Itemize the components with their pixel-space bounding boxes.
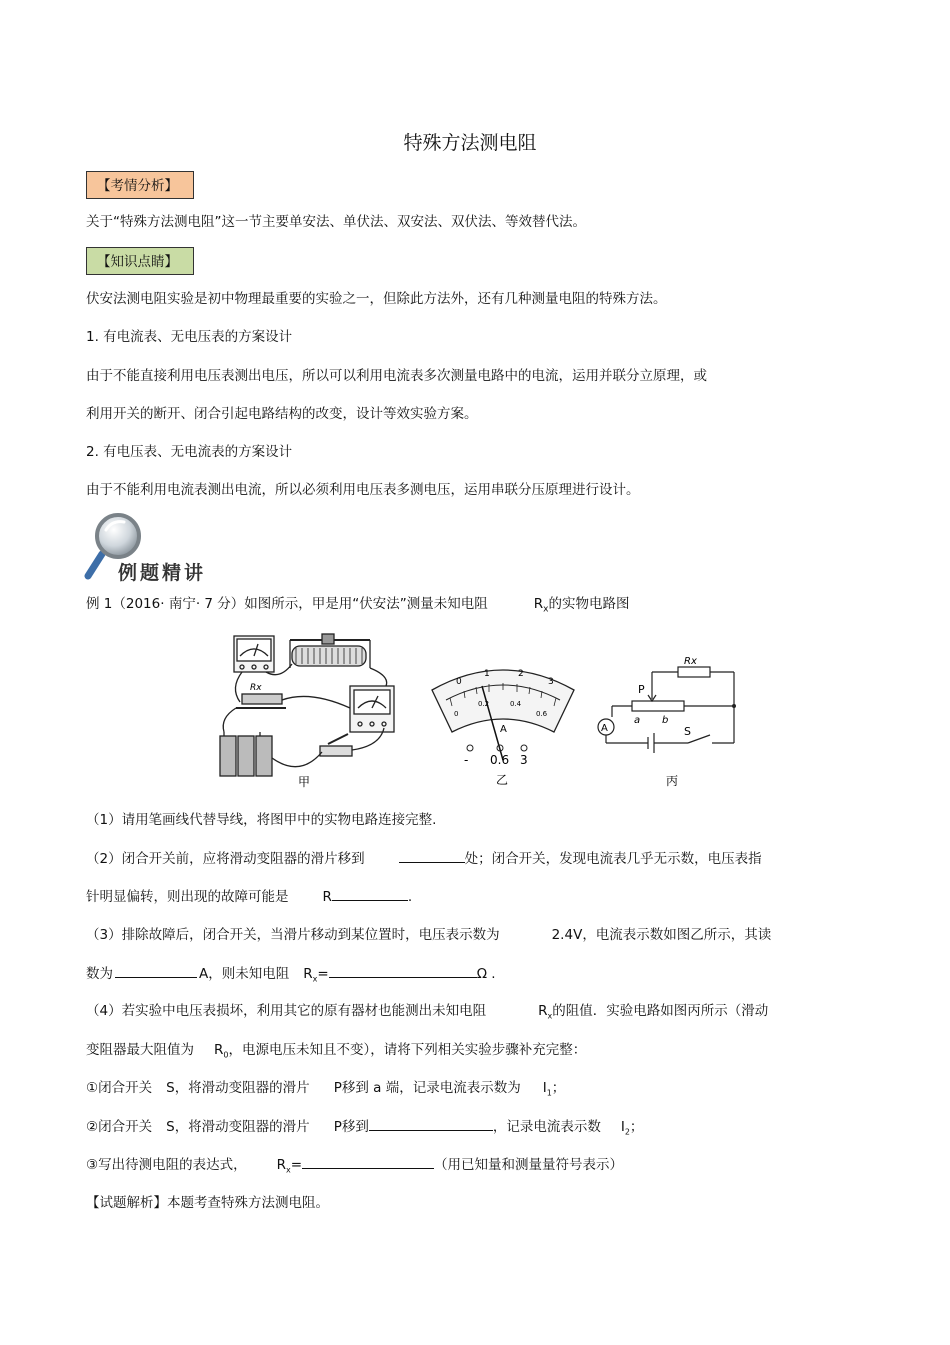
s2-s: S bbox=[166, 1119, 175, 1135]
q3-blank-2[interactable] bbox=[329, 963, 477, 978]
s1-i: I bbox=[542, 1080, 547, 1096]
q2-var: R bbox=[322, 889, 332, 905]
q3-eq: = bbox=[317, 966, 329, 982]
q4-text-a: （4）若实验中电压表损坏，利用其它的原有器材也能测出未知电阻 bbox=[86, 1003, 487, 1019]
q2-text-c: 针明显偏转，则出现的故障可能是 bbox=[86, 889, 289, 905]
question-4-line-2 bbox=[86, 1040, 586, 1066]
q4-sub: x bbox=[547, 1011, 553, 1021]
step-2 bbox=[86, 1116, 643, 1143]
dial-inner-2: 0.4 bbox=[510, 700, 522, 708]
s2-i: I bbox=[620, 1119, 625, 1135]
paragraph-2: 伏安法测电阻实验是初中物理最重要的实验之一，但除此方法外，还有几种测量电阻的特殊方法。 bbox=[86, 291, 667, 307]
q2-text-a: （2）闭合开关前，应将滑动变阻器的滑片移到 bbox=[86, 851, 365, 867]
figure-ammeter-dial bbox=[428, 660, 578, 790]
q4-text-c: 变阻器最大阻值为 bbox=[86, 1042, 194, 1058]
s1-text-c: 移到 a 端，记录电流表示数为 bbox=[341, 1080, 521, 1096]
s3-eq: = bbox=[290, 1157, 303, 1173]
q2-blank-1[interactable] bbox=[399, 848, 465, 863]
s3-text-b: （用已知量和测量量符号表示） bbox=[434, 1157, 624, 1173]
paragraph-6: 2. 有电压表、无电流表的方案设计 bbox=[86, 444, 293, 460]
q4-text-d: ，电源电压未知且不变），请将下列相关实验步骤补充完整： bbox=[228, 1042, 587, 1058]
dial-unit: A bbox=[500, 724, 507, 735]
step-3 bbox=[86, 1154, 623, 1181]
example-var: R bbox=[533, 596, 544, 612]
q2-blank-2[interactable] bbox=[332, 886, 408, 901]
fig3-rx-label: Rx bbox=[684, 656, 697, 667]
s1-text-b: ，将滑动变阻器的滑片 bbox=[174, 1080, 310, 1096]
terminal-3: 3 bbox=[520, 753, 528, 767]
q2-end: . bbox=[407, 889, 413, 905]
s3-blank[interactable] bbox=[302, 1154, 434, 1169]
example-sub: x bbox=[543, 604, 549, 615]
q3-value: 2.4V bbox=[551, 927, 583, 943]
fig2-caption: 乙 bbox=[496, 773, 509, 787]
dial-outer-2: 2 bbox=[518, 669, 524, 679]
s3-text-a: ③写出待测电阻的表达式， bbox=[86, 1157, 247, 1173]
figure-schematic bbox=[592, 655, 742, 790]
dial-outer-1: 1 bbox=[484, 669, 490, 679]
dial-outer-0: 0 bbox=[456, 677, 462, 687]
step-1 bbox=[86, 1078, 565, 1104]
s1-text-a: ①闭合开关 bbox=[86, 1080, 153, 1096]
s1-end: ； bbox=[551, 1080, 566, 1096]
q4-text-b: 的阻值．实验电路如图丙所示（滑动 bbox=[552, 1003, 769, 1019]
question-3-line-2 bbox=[86, 963, 496, 990]
s2-blank[interactable] bbox=[369, 1116, 493, 1131]
paragraph-4: 由于不能直接利用电压表测出电压，所以可以利用电流表多次测量电路中的电流，运用并联分立原理，或 bbox=[86, 368, 707, 384]
paragraph-5: 利用开关的断开、闭合引起电路结构的改变，设计等效实验方案。 bbox=[86, 406, 478, 422]
terminal-minus: - bbox=[464, 753, 469, 767]
tag-knowledge: 【知识点睛】 bbox=[86, 247, 194, 275]
example-intro-end: 的实物电路图 bbox=[548, 596, 630, 612]
q3-sub: x bbox=[312, 974, 318, 984]
s2-text-b: ，将滑动变阻器的滑片 bbox=[174, 1119, 310, 1135]
q4c-sub: 0 bbox=[223, 1050, 229, 1060]
example-intro-text: 例 1（2016· 南宁· 7 分）如图所示，甲是用“伏安法”测量未知电阻 bbox=[86, 596, 488, 612]
fig3-switch-label: S bbox=[684, 725, 691, 738]
fig1-rx-label: Rx bbox=[250, 683, 262, 693]
question-1: （1）请用笔画线代替导线，将图甲中的实物电路连接完整. bbox=[86, 812, 437, 828]
q3-text-a: （3）排除故障后，闭合开关，当滑片移动到某位置时，电压表示数为 bbox=[86, 927, 500, 943]
q4c-var: R bbox=[214, 1042, 224, 1058]
q3-blank-1[interactable] bbox=[115, 963, 197, 978]
example-heading: 例题精讲 bbox=[118, 562, 207, 584]
dial-inner-3: 0.6 bbox=[536, 710, 548, 718]
tag-analysis: 【考情分析】 bbox=[86, 171, 194, 199]
fig1-caption: 甲 bbox=[298, 775, 311, 789]
q3-text-b: ，电流表示数如图乙所示，其读 bbox=[582, 927, 772, 943]
q2-text-b: 处；闭合开关，发现电流表几乎无示数，电压表指 bbox=[464, 851, 762, 867]
s3-sub: x bbox=[286, 1165, 291, 1175]
s2-text-a: ②闭合开关 bbox=[86, 1119, 153, 1135]
dial-outer-3: 3 bbox=[548, 677, 554, 687]
s2-sub: 2 bbox=[624, 1127, 630, 1137]
dial-inner-1: 0.2 bbox=[478, 700, 490, 708]
analysis-line: 【试题解析】本题考查特殊方法测电阻。 bbox=[86, 1195, 329, 1211]
s2-text-d: ，记录电流表示数 bbox=[492, 1119, 601, 1135]
dial-inner-0: 0 bbox=[454, 710, 459, 718]
paragraph-3: 1. 有电流表、无电压表的方案设计 bbox=[86, 329, 293, 345]
question-2-line-1 bbox=[86, 848, 762, 869]
fig3-b-label: b bbox=[662, 715, 669, 726]
s1-s: S bbox=[166, 1080, 175, 1096]
s2-end: ； bbox=[629, 1119, 644, 1135]
question-2-line-2 bbox=[86, 886, 412, 907]
q3-text-c: 数为 bbox=[86, 966, 113, 982]
example-intro bbox=[86, 594, 630, 620]
s1-p: P bbox=[333, 1080, 342, 1096]
question-4-line-1 bbox=[86, 1001, 768, 1027]
s2-p: P bbox=[333, 1119, 342, 1135]
q4-var: R bbox=[538, 1003, 548, 1019]
paragraph-7: 由于不能利用电流表测出电流，所以必须利用电压表多测电压，运用串联分压原理进行设计。 bbox=[86, 482, 640, 498]
terminal-06: 0.6 bbox=[490, 753, 510, 767]
fig3-ammeter-label: A bbox=[601, 723, 608, 734]
s1-sub: 1 bbox=[546, 1088, 552, 1098]
q3-var: R bbox=[303, 966, 313, 982]
s3-var: R bbox=[276, 1157, 286, 1173]
fig3-caption: 丙 bbox=[666, 774, 679, 788]
page-title: 特殊方法测电阻 bbox=[403, 132, 537, 154]
q3-unit: Ω . bbox=[476, 966, 496, 982]
question-3-line-1 bbox=[86, 925, 771, 945]
figure-physical-circuit bbox=[210, 628, 410, 790]
s2-text-c: 移到 bbox=[341, 1119, 369, 1135]
fig3-a-label: a bbox=[634, 715, 641, 726]
paragraph-1: 关于“特殊方法测电阻”这一节主要单安法、单伏法、双安法、双伏法、等效替代法。 bbox=[86, 214, 586, 230]
q3-text-d: A，则未知电阻 bbox=[199, 966, 290, 982]
fig3-p-label: P bbox=[638, 683, 645, 696]
